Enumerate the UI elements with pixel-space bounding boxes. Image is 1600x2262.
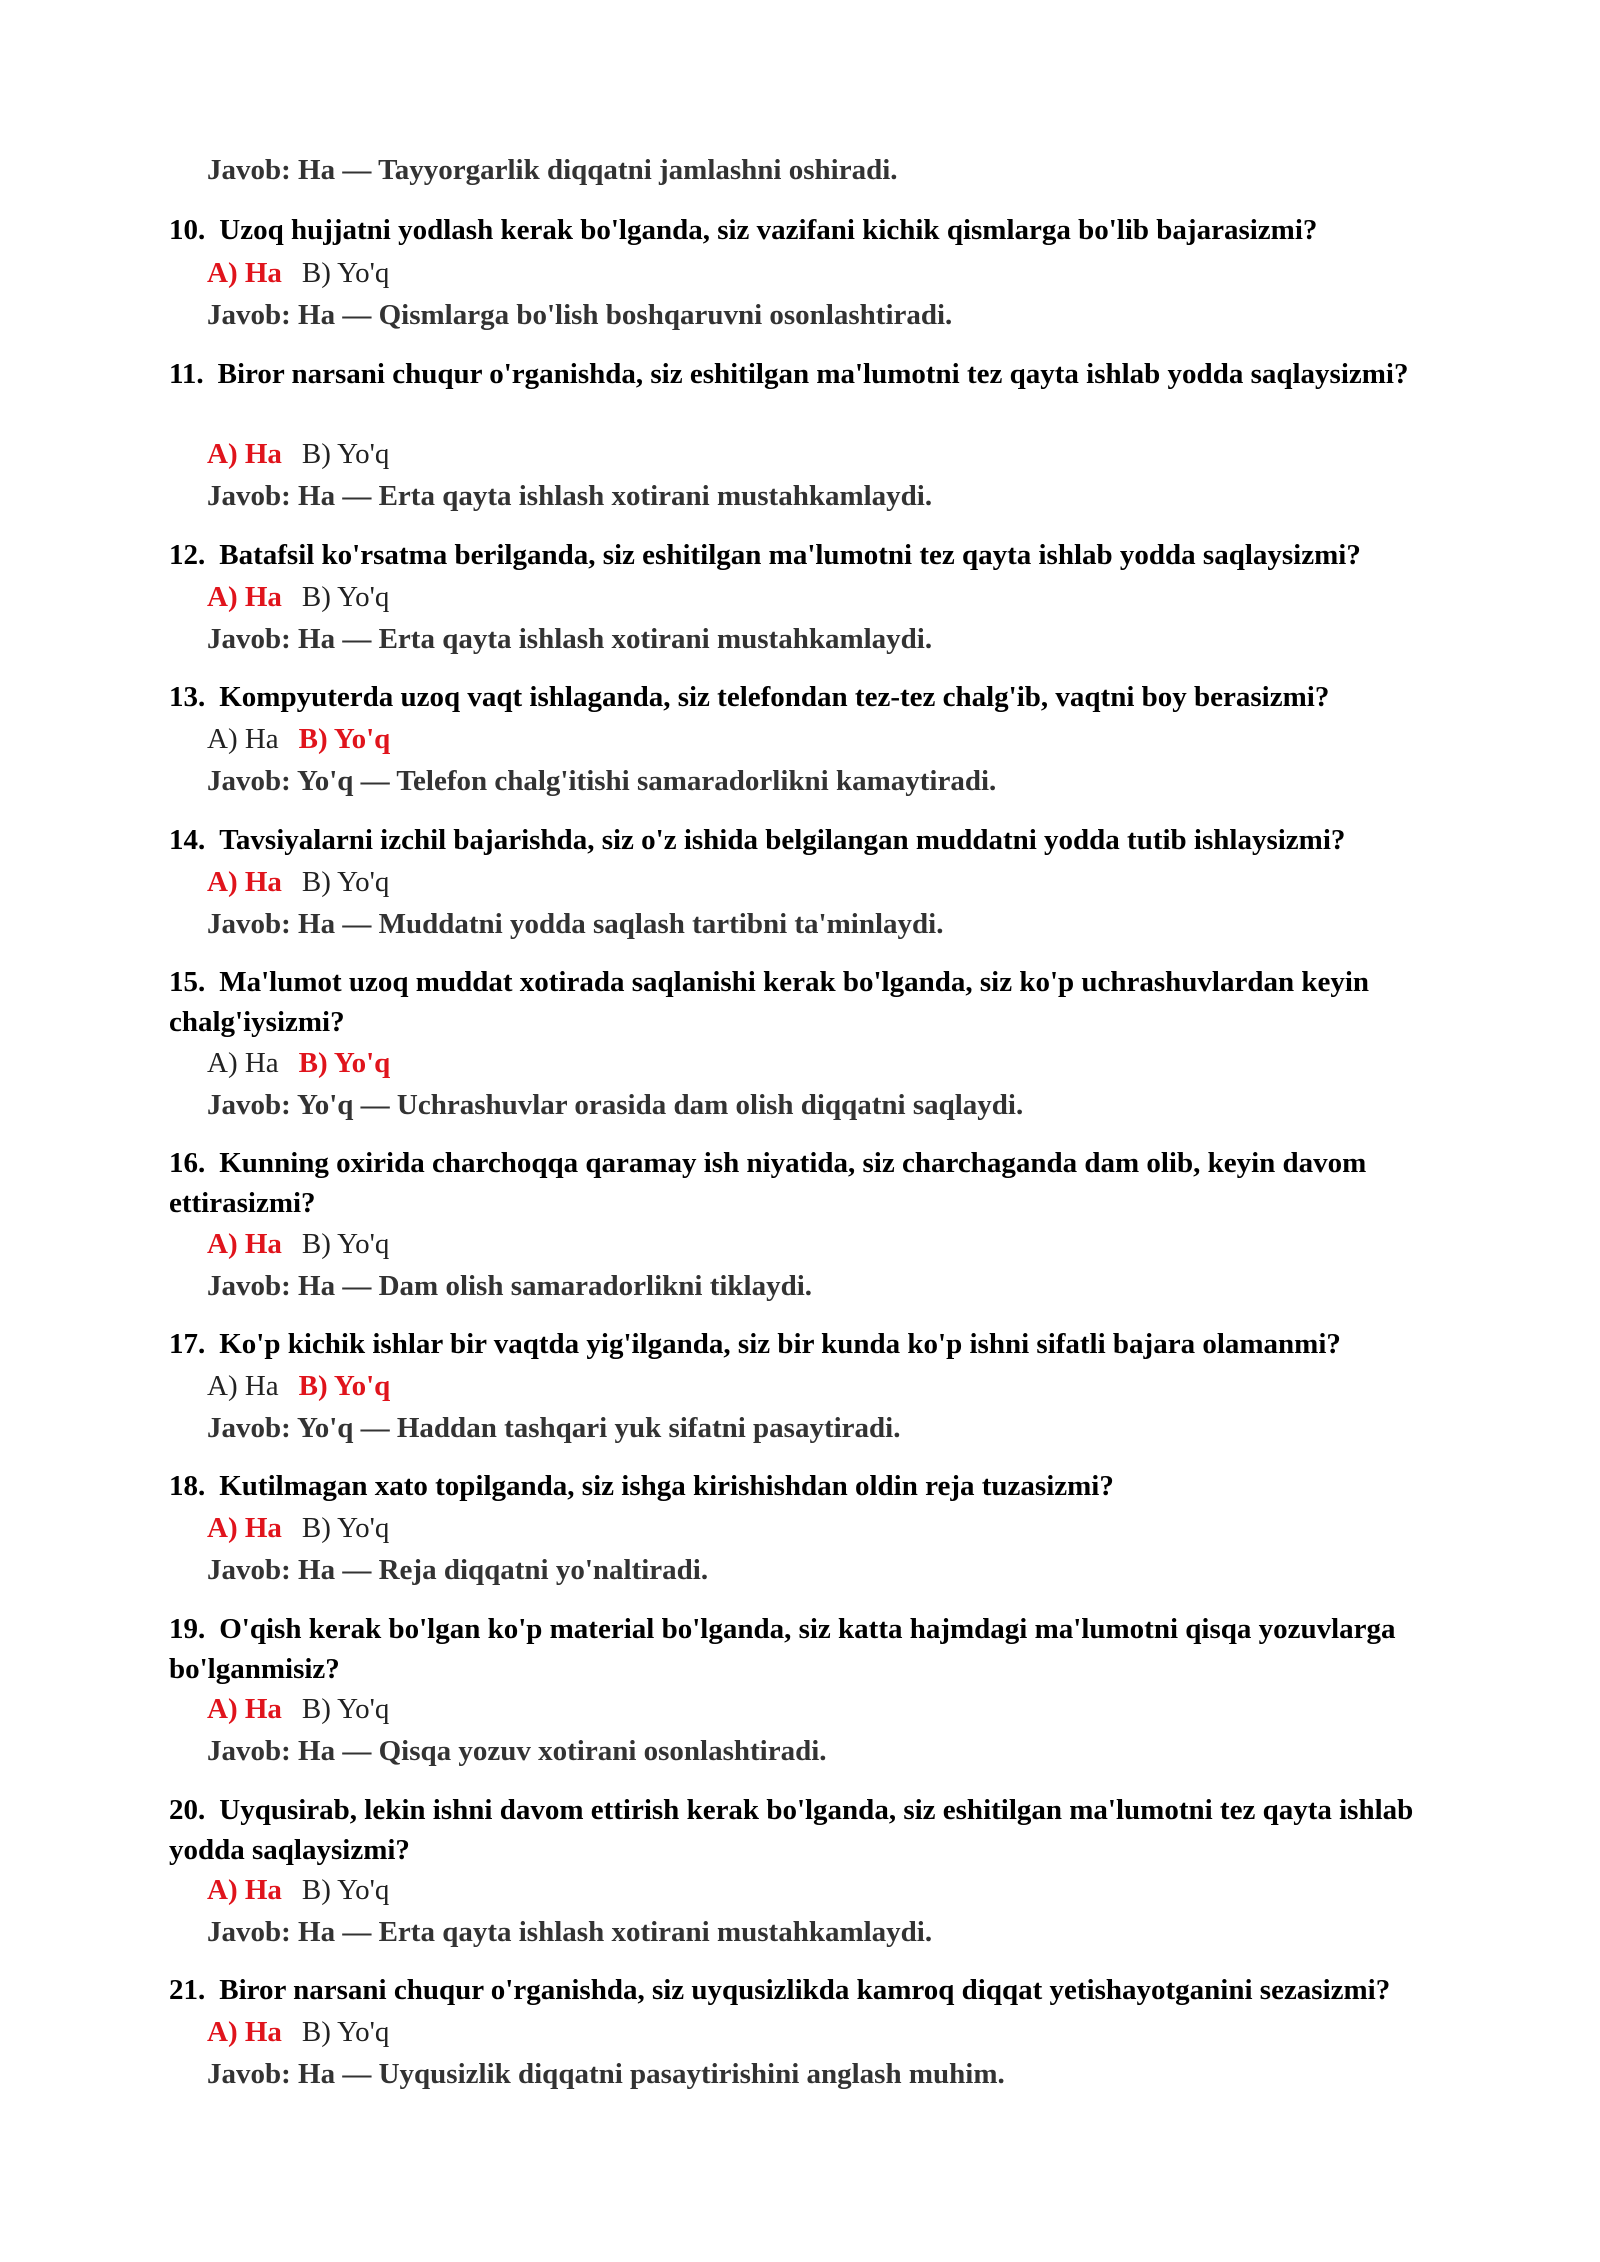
option-a[interactable]: A) Ha bbox=[207, 1693, 282, 1725]
question-text bbox=[169, 354, 1449, 394]
answer-line: Javob: Ha — Erta qayta ishlash xotirani mustahkamlaydi. bbox=[207, 1916, 933, 1948]
option-a[interactable]: A) Ha bbox=[207, 866, 282, 898]
answer-options bbox=[207, 1369, 390, 1403]
option-a[interactable]: A) Ha bbox=[207, 1512, 282, 1544]
question-body: Kutilmagan xato topilganda, siz ishga kirishishdan oldin reja tuzasizmi? bbox=[219, 1470, 1114, 1502]
question-number: 18. bbox=[169, 1470, 206, 1502]
option-b[interactable]: B) Yo'q bbox=[298, 1370, 391, 1402]
answer-options bbox=[207, 1046, 390, 1080]
answer-line: Javob: Ha — Erta qayta ishlash xotirani mustahkamlaydi. bbox=[207, 480, 933, 512]
answer-line: Javob: Yo'q — Telefon chalg'itishi samaradorlikni kamaytiradi. bbox=[207, 765, 997, 797]
question-body: Batafsil ko'rsatma berilganda, siz eshitilgan ma'lumotni tez qayta ishlab yodda saqlaysizmi? bbox=[219, 539, 1361, 571]
answer-line: Javob: Yo'q — Haddan tashqari yuk sifatni pasaytiradi. bbox=[207, 1412, 901, 1444]
question-number: 15. bbox=[169, 966, 206, 998]
question-text bbox=[169, 210, 1449, 250]
question-number: 20. bbox=[169, 1794, 206, 1826]
answer-options bbox=[207, 2015, 389, 2049]
answer-options bbox=[207, 1692, 389, 1726]
option-b[interactable]: B) Yo'q bbox=[301, 1228, 390, 1260]
answer-line: Javob: Ha — Qismlarga bo'lish boshqaruvni osonlashtiradi. bbox=[207, 299, 953, 331]
question-text bbox=[169, 1324, 1449, 1364]
option-b[interactable]: B) Yo'q bbox=[301, 2016, 390, 2048]
answer-options bbox=[207, 865, 389, 899]
question-body: Ko'p kichik ishlar bir vaqtda yig'ilganda, siz bir kunda ko'p ishni sifatli bajara olamanmi? bbox=[219, 1328, 1341, 1360]
option-b[interactable]: B) Yo'q bbox=[301, 866, 390, 898]
question-number: 10. bbox=[169, 214, 206, 246]
question-number: 12. bbox=[169, 539, 206, 571]
option-a[interactable]: A) Ha bbox=[207, 438, 282, 470]
question-number: 14. bbox=[169, 824, 206, 856]
question-text bbox=[169, 1970, 1449, 2010]
option-a[interactable]: A) Ha bbox=[207, 581, 282, 613]
question-body: Ma'lumot uzoq muddat xotirada saqlanishi kerak bo'lganda, siz ko'p uchrashuvlardan keyin chalg'iysizmi? bbox=[169, 966, 1370, 1038]
option-b[interactable]: B) Yo'q bbox=[301, 581, 390, 613]
question-number: 19. bbox=[169, 1613, 206, 1645]
question-text bbox=[169, 1466, 1449, 1506]
answer-line: Javob: Ha — Reja diqqatni yo'naltiradi. bbox=[207, 1554, 709, 1586]
question-body: Uyqusirab, lekin ishni davom ettirish kerak bo'lganda, siz eshitilgan ma'lumotni tez qayta ishlab yodda saqlaysizmi? bbox=[169, 1794, 1414, 1866]
option-b[interactable]: B) Yo'q bbox=[298, 723, 391, 755]
option-b[interactable]: B) Yo'q bbox=[301, 1874, 390, 1906]
option-b[interactable]: B) Yo'q bbox=[301, 438, 390, 470]
answer-line: Javob: Ha — Tayyorgarlik diqqatni jamlashni oshiradi. bbox=[207, 154, 898, 186]
answer-options bbox=[207, 1227, 389, 1261]
answer-line: Javob: Ha — Erta qayta ishlash xotirani mustahkamlaydi. bbox=[207, 623, 933, 655]
question-body: Kompyuterda uzoq vaqt ishlaganda, siz telefondan tez-tez chalg'ib, vaqtni boy berasizmi? bbox=[219, 681, 1330, 713]
answer-options bbox=[207, 1873, 389, 1907]
question-text bbox=[169, 535, 1449, 575]
option-b[interactable]: B) Yo'q bbox=[301, 257, 390, 289]
option-a[interactable]: A) Ha bbox=[207, 1047, 279, 1079]
question-number: 17. bbox=[169, 1328, 206, 1360]
question-text bbox=[169, 820, 1449, 860]
question-text bbox=[169, 962, 1449, 1042]
question-body: Kunning oxirida charchoqqa qaramay ish niyatida, siz charchaganda dam olib, keyin davom ettirasizmi? bbox=[169, 1147, 1367, 1219]
option-a[interactable]: A) Ha bbox=[207, 257, 282, 289]
option-b[interactable]: B) Yo'q bbox=[298, 1047, 391, 1079]
option-a[interactable]: A) Ha bbox=[207, 1874, 282, 1906]
answer-options bbox=[207, 722, 390, 756]
question-body: Tavsiyalarni izchil bajarishda, siz o'z ishida belgilangan muddatni yodda tutib ishlaysizmi? bbox=[219, 824, 1346, 856]
option-a[interactable]: A) Ha bbox=[207, 2016, 282, 2048]
question-text bbox=[169, 1790, 1449, 1870]
answer-options bbox=[207, 580, 389, 614]
option-b[interactable]: B) Yo'q bbox=[301, 1693, 390, 1725]
option-a[interactable]: A) Ha bbox=[207, 723, 279, 755]
question-body: Biror narsani chuqur o'rganishda, siz eshitilgan ma'lumotni tez qayta ishlab yodda saqlaysizmi? bbox=[217, 358, 1409, 390]
question-body: Uzoq hujjatni yodlash kerak bo'lganda, siz vazifani kichik qismlarga bo'lib bajarasizmi? bbox=[219, 214, 1318, 246]
answer-line: Javob: Ha — Muddatni yodda saqlash tartibni ta'minlaydi. bbox=[207, 908, 944, 940]
question-text bbox=[169, 1609, 1449, 1689]
question-body: Biror narsani chuqur o'rganishda, siz uyqusizlikda kamroq diqqat yetishayotganini sezasizmi? bbox=[219, 1974, 1391, 2006]
answer-line: Javob: Ha — Uyqusizlik diqqatni pasaytirishini anglash muhim. bbox=[207, 2058, 1005, 2090]
option-b[interactable]: B) Yo'q bbox=[301, 1512, 390, 1544]
answer-options bbox=[207, 437, 389, 471]
question-number: 21. bbox=[169, 1974, 206, 2006]
answer-options bbox=[207, 256, 389, 290]
question-body: O'qish kerak bo'lgan ko'p material bo'lganda, siz katta hajmdagi ma'lumotni qisqa yozuvlarga bo'lganmisiz? bbox=[169, 1613, 1396, 1685]
option-a[interactable]: A) Ha bbox=[207, 1370, 279, 1402]
question-number: 11. bbox=[169, 358, 204, 390]
answer-options bbox=[207, 1511, 389, 1545]
answer-line: Javob: Ha — Qisqa yozuv xotirani osonlashtiradi. bbox=[207, 1735, 827, 1767]
question-number: 16. bbox=[169, 1147, 206, 1179]
option-a[interactable]: A) Ha bbox=[207, 1228, 282, 1260]
question-text bbox=[169, 1143, 1449, 1223]
question-number: 13. bbox=[169, 681, 206, 713]
answer-line: Javob: Yo'q — Uchrashuvlar orasida dam olish diqqatni saqlaydi. bbox=[207, 1089, 1024, 1121]
question-text bbox=[169, 677, 1449, 717]
answer-line: Javob: Ha — Dam olish samaradorlikni tiklaydi. bbox=[207, 1270, 813, 1302]
